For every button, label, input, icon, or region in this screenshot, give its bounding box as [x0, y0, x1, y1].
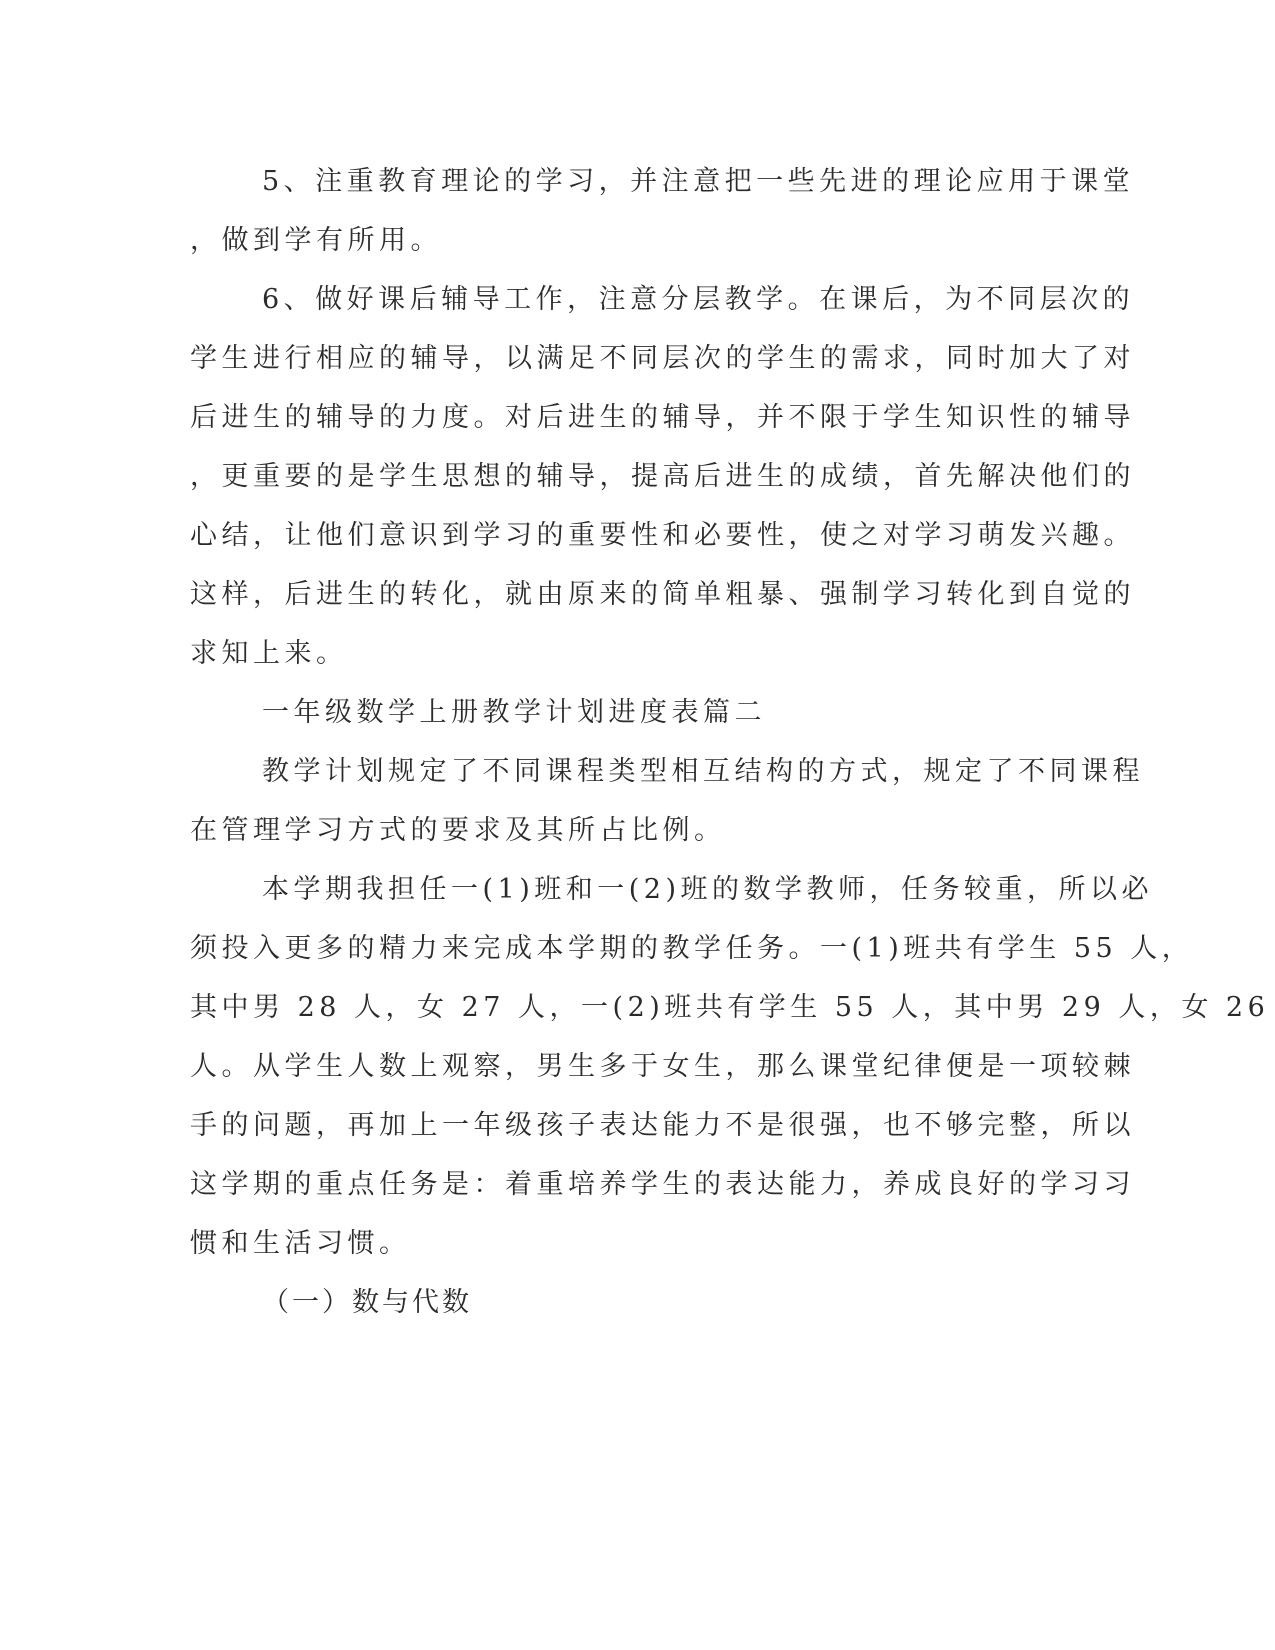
paragraph-line: 须投入更多的精力来完成本学期的教学任务。一(1)班共有学生 55 人，: [190, 933, 1194, 964]
paragraph-line: 在管理学习方式的要求及其所占比例。: [190, 815, 726, 846]
paragraph-line: 5、注重教育理论的学习，并注意把一些先进的理论应用于课堂: [262, 166, 1135, 197]
paragraph-line: 求知上来。: [190, 638, 348, 669]
paragraph-line: 6、做好课后辅导工作，注意分层教学。在课后，为不同层次的: [262, 284, 1135, 315]
paragraph-line: 其中男 28 人，女 27 人，一(2)班共有学生 55 人，其中男 29 人，女 26: [190, 992, 1270, 1023]
paragraph-line: 本学期我担任一(1)班和一(2)班的数学教师，任务较重，所以必: [262, 874, 1153, 905]
paragraph-line: 人。从学生人数上观察，男生多于女生，那么课堂纪律便是一项较棘: [190, 1051, 1135, 1082]
paragraph-line: 后进生的辅导的力度。对后进生的辅导，并不限于学生知识性的辅导: [190, 402, 1135, 433]
paragraph-line: 手的问题，再加上一年级孩子表达能力不是很强，也不够完整，所以: [190, 1110, 1135, 1141]
paragraph-line: 学生进行相应的辅导，以满足不同层次的学生的需求，同时加大了对: [190, 343, 1135, 374]
paragraph-line: ，更重要的是学生思想的辅导，提高后进生的成绩，首先解决他们的: [190, 461, 1135, 492]
paragraph-line: 惯和生活习惯。: [190, 1228, 411, 1259]
paragraph-line: 这样，后进生的转化，就由原来的简单粗暴、强制学习转化到自觉的: [190, 579, 1135, 610]
paragraph-line: ，做到学有所用。: [190, 225, 442, 256]
paragraph-line: 心结，让他们意识到学习的重要性和必要性，使之对学习萌发兴趣。: [190, 520, 1135, 551]
paragraph-line: 教学计划规定了不同课程类型相互结构的方式，规定了不同课程: [262, 756, 1144, 787]
subsection-heading: （一）数与代数: [262, 1287, 472, 1318]
paragraph-line: 这学期的重点任务是：着重培养学生的表达能力，养成良好的学习习: [190, 1169, 1135, 1200]
section-heading: 一年级数学上册教学计划进度表篇二: [262, 697, 766, 728]
